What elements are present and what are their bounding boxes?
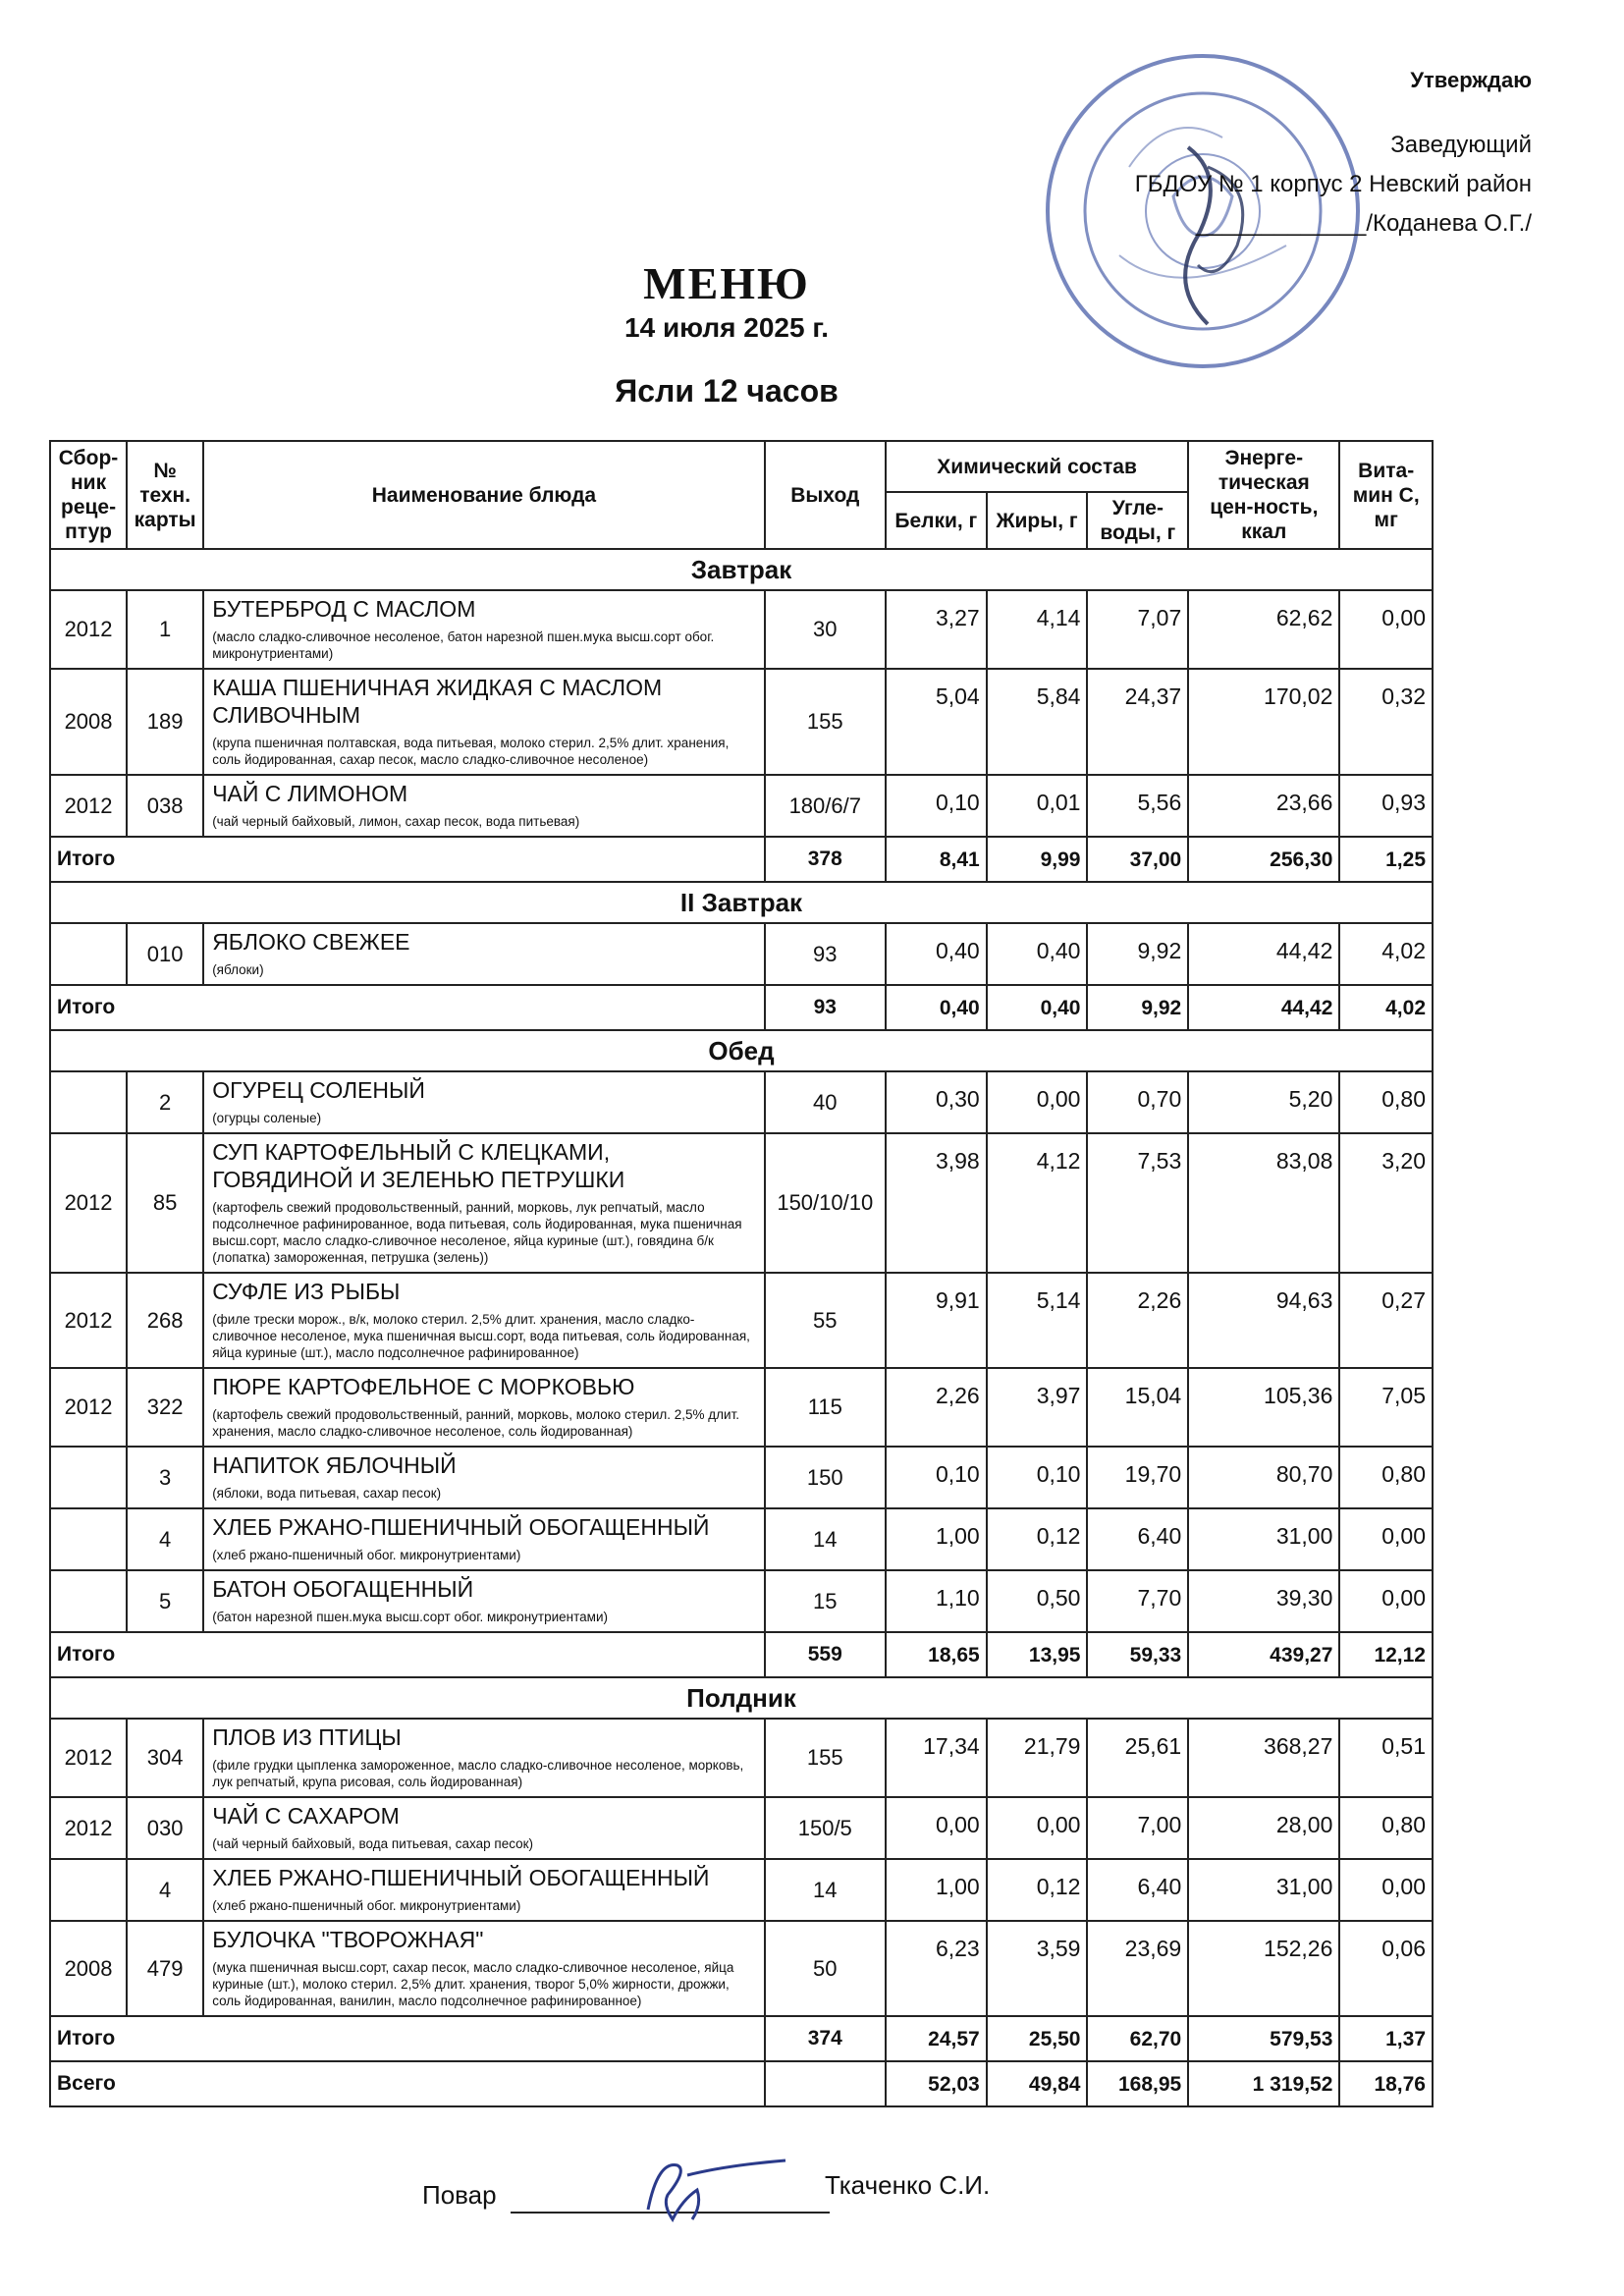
table-row [50, 1071, 1433, 1133]
energy-cell: 44,42 [1188, 923, 1339, 985]
total-vitamin: 1,25 [1339, 837, 1433, 882]
yield-cell: 150/5 [765, 1797, 886, 1859]
energy-cell: 62,62 [1188, 590, 1339, 669]
dish-cell [203, 1447, 764, 1508]
carbs-cell: 15,04 [1087, 1368, 1188, 1447]
dish-name: БУЛОЧКА "ТВОРОЖНАЯ" [212, 1927, 484, 1952]
section-title: Завтрак [50, 549, 1433, 590]
dish-description: (яблоки) [212, 962, 264, 977]
collection-cell [50, 1859, 127, 1921]
section-title: Полдник [50, 1677, 1433, 1719]
cook-label: Повар [422, 2180, 497, 2210]
yield-cell: 15 [765, 1570, 886, 1632]
col-collection: Сбор-ник реце-птур [50, 441, 127, 549]
carbs-cell: 6,40 [1087, 1508, 1188, 1570]
total-vitamin: 4,02 [1339, 985, 1433, 1030]
dish-description: (чай черный байховый, вода питьевая, сахар песок) [212, 1836, 534, 1851]
energy-cell: 170,02 [1188, 669, 1339, 775]
card-cell: 3 [127, 1447, 203, 1508]
vitamin-cell: 0,00 [1339, 1570, 1433, 1632]
total-carbs: 37,00 [1087, 837, 1188, 882]
total-yield: 93 [765, 985, 886, 1030]
total-energy: 44,42 [1188, 985, 1339, 1030]
col-protein: Белки, г [886, 492, 987, 549]
section-header [50, 549, 1433, 590]
collection-cell [50, 1570, 127, 1632]
card-cell: 304 [127, 1719, 203, 1797]
dish-name: ПЛОВ ИЗ ПТИЦЫ [212, 1724, 402, 1750]
collection-cell: 2012 [50, 1797, 127, 1859]
menu-date: 14 июля 2025 г. [624, 312, 829, 343]
yield-cell: 150/10/10 [765, 1133, 886, 1273]
grand-total-label: Всего [50, 2061, 765, 2106]
fat-cell: 3,97 [987, 1368, 1088, 1447]
table-row [50, 1447, 1433, 1508]
energy-cell: 80,70 [1188, 1447, 1339, 1508]
total-protein: 24,57 [886, 2016, 987, 2061]
approval-block [1070, 61, 1532, 244]
grand-total-yield [765, 2061, 886, 2106]
total-fat: 0,40 [987, 985, 1088, 1030]
dish-name: ЯБЛОКО СВЕЖЕЕ [212, 929, 410, 955]
dish-description: (филе трески морож., в/к, молоко стерил. 2,5% длит. хранения, масло сладко-сливочное несоленое, мука пшеничная высш.сорт, вода питьевая, соль йодированная, яйца куриные (шт.), масло подсолнечное рафинированное) [212, 1312, 750, 1360]
col-carbs: Угле-воды, г [1087, 492, 1188, 549]
fat-cell: 4,12 [987, 1133, 1088, 1273]
carbs-cell: 24,37 [1087, 669, 1188, 775]
card-cell: 1 [127, 590, 203, 669]
dish-cell [203, 1508, 764, 1570]
card-cell: 322 [127, 1368, 203, 1447]
yield-cell: 180/6/7 [765, 775, 886, 837]
dish-name: СУП КАРТОФЕЛЬНЫЙ С КЛЕЦКАМИ, ГОВЯДИНОЙ И ЗЕЛЕНЬЮ ПЕТРУШКИ [212, 1139, 625, 1192]
dish-description: (батон нарезной пшен.мука высш.сорт обог. микронутриентами) [212, 1610, 608, 1624]
dish-cell [203, 923, 764, 985]
carbs-cell: 19,70 [1087, 1447, 1188, 1508]
vitamin-cell: 0,27 [1339, 1273, 1433, 1368]
collection-cell [50, 1447, 127, 1508]
yield-cell: 155 [765, 1719, 886, 1797]
carbs-cell: 5,56 [1087, 775, 1188, 837]
dish-name: ПЮРЕ КАРТОФЕЛЬНОЕ С МОРКОВЬЮ [212, 1374, 635, 1399]
col-vitamin: Вита-мин С, мг [1339, 441, 1433, 549]
total-label: Итого [50, 1632, 765, 1677]
yield-cell: 50 [765, 1921, 886, 2016]
protein-cell: 1,00 [886, 1859, 987, 1921]
table-row [50, 590, 1433, 669]
total-yield: 378 [765, 837, 886, 882]
card-cell: 010 [127, 923, 203, 985]
page-title: МЕНЮ [643, 258, 810, 308]
protein-cell: 3,27 [886, 590, 987, 669]
total-row [50, 2016, 1433, 2061]
fat-cell: 0,12 [987, 1859, 1088, 1921]
yield-cell: 40 [765, 1071, 886, 1133]
total-carbs: 9,92 [1087, 985, 1188, 1030]
collection-cell [50, 1508, 127, 1570]
grand-total-row [50, 2061, 1433, 2106]
collection-cell: 2012 [50, 590, 127, 669]
card-cell: 189 [127, 669, 203, 775]
approve-institution: ГБДОУ № 1 корпус 2 Невский район [1134, 171, 1532, 197]
collection-cell: 2008 [50, 1921, 127, 2016]
card-cell: 030 [127, 1797, 203, 1859]
yield-cell: 55 [765, 1273, 886, 1368]
grand-total-protein: 52,03 [886, 2061, 987, 2106]
dish-cell [203, 1921, 764, 2016]
fat-cell: 3,59 [987, 1921, 1088, 2016]
vitamin-cell: 4,02 [1339, 923, 1433, 985]
dish-description: (хлеб ржано-пшеничный обог. микронутриентами) [212, 1898, 521, 1913]
card-cell: 268 [127, 1273, 203, 1368]
dish-cell [203, 1797, 764, 1859]
total-yield: 559 [765, 1632, 886, 1677]
vitamin-cell: 0,80 [1339, 1797, 1433, 1859]
dish-description: (хлеб ржано-пшеничный обог. микронутриентами) [212, 1548, 521, 1562]
energy-cell: 105,36 [1188, 1368, 1339, 1447]
dish-name: ХЛЕБ РЖАНО-ПШЕНИЧНЫЙ ОБОГАЩЕННЫЙ [212, 1514, 710, 1540]
cook-signature-icon [619, 2151, 805, 2224]
dish-description: (чай черный байховый, лимон, сахар песок, вода питьевая) [212, 814, 580, 829]
section-header [50, 1677, 1433, 1719]
card-cell: 4 [127, 1859, 203, 1921]
yield-cell: 150 [765, 1447, 886, 1508]
table-row [50, 1719, 1433, 1797]
total-yield: 374 [765, 2016, 886, 2061]
card-cell: 85 [127, 1133, 203, 1273]
vitamin-cell: 0,80 [1339, 1071, 1433, 1133]
card-cell: 5 [127, 1570, 203, 1632]
vitamin-cell: 0,00 [1339, 590, 1433, 669]
energy-cell: 31,00 [1188, 1859, 1339, 1921]
fat-cell: 0,01 [987, 775, 1088, 837]
total-fat: 13,95 [987, 1632, 1088, 1677]
energy-cell: 5,20 [1188, 1071, 1339, 1133]
collection-cell: 2012 [50, 1273, 127, 1368]
col-dish: Наименование блюда [203, 441, 764, 549]
energy-cell: 83,08 [1188, 1133, 1339, 1273]
carbs-cell: 7,70 [1087, 1570, 1188, 1632]
section-header [50, 882, 1433, 923]
total-fat: 9,99 [987, 837, 1088, 882]
collection-cell: 2012 [50, 1133, 127, 1273]
total-carbs: 59,33 [1087, 1632, 1188, 1677]
yield-cell: 155 [765, 669, 886, 775]
protein-cell: 2,26 [886, 1368, 987, 1447]
total-energy: 579,53 [1188, 2016, 1339, 2061]
energy-cell: 28,00 [1188, 1797, 1339, 1859]
fat-cell: 0,50 [987, 1570, 1088, 1632]
energy-cell: 368,27 [1188, 1719, 1339, 1797]
card-cell: 2 [127, 1071, 203, 1133]
dish-description: (картофель свежий продовольственный, ранний, морковь, лук репчатый, масло подсолнечное рафинированное, вода питьевая, соль йодированная, мука пшеничная высш.сорт, масло сладко-сливочное несоленое, яйца куриные (шт.), говядина б/к (лопатка) замороженная, петрушка (зелень)) [212, 1200, 742, 1265]
section-title: II Завтрак [50, 882, 1433, 923]
energy-cell: 94,63 [1188, 1273, 1339, 1368]
dish-name: ОГУРЕЦ СОЛЕНЫЙ [212, 1077, 425, 1103]
col-chem: Химический состав [886, 441, 1188, 492]
carbs-cell: 7,00 [1087, 1797, 1188, 1859]
fat-cell: 0,00 [987, 1797, 1088, 1859]
card-cell: 4 [127, 1508, 203, 1570]
energy-cell: 39,30 [1188, 1570, 1339, 1632]
total-label: Итого [50, 985, 765, 1030]
carbs-cell: 7,07 [1087, 590, 1188, 669]
cook-name: Ткаченко С.И. [825, 2170, 991, 2200]
vitamin-cell: 7,05 [1339, 1368, 1433, 1447]
carbs-cell: 23,69 [1087, 1921, 1188, 2016]
energy-cell: 152,26 [1188, 1921, 1339, 2016]
dish-name: НАПИТОК ЯБЛОЧНЫЙ [212, 1452, 457, 1478]
table-row [50, 1133, 1433, 1273]
fat-cell: 0,40 [987, 923, 1088, 985]
dish-name: ХЛЕБ РЖАНО-ПШЕНИЧНЫЙ ОБОГАЩЕННЫЙ [212, 1865, 710, 1890]
dish-cell [203, 1133, 764, 1273]
fat-cell: 4,14 [987, 590, 1088, 669]
protein-cell: 17,34 [886, 1719, 987, 1797]
vitamin-cell: 0,32 [1339, 669, 1433, 775]
protein-cell: 1,10 [886, 1570, 987, 1632]
col-fat: Жиры, г [987, 492, 1088, 549]
dish-description: (огурцы соленые) [212, 1111, 322, 1125]
carbs-cell: 0,70 [1087, 1071, 1188, 1133]
protein-cell: 1,00 [886, 1508, 987, 1570]
total-row [50, 837, 1433, 882]
total-energy: 256,30 [1188, 837, 1339, 882]
collection-cell: 2012 [50, 775, 127, 837]
protein-cell: 0,10 [886, 1447, 987, 1508]
section-header [50, 1030, 1433, 1071]
collection-cell: 2008 [50, 669, 127, 775]
collection-cell [50, 1071, 127, 1133]
vitamin-cell: 0,51 [1339, 1719, 1433, 1797]
table-row [50, 1570, 1433, 1632]
menu-group: Ясли 12 часов [615, 373, 839, 409]
dish-description: (крупа пшеничная полтавская, вода питьевая, молоко стерил. 2,5% длит. хранения, соль йодированная, сахар песок, масло сладко-сливочное несоленое) [212, 736, 730, 767]
dish-name: БУТЕРБРОД С МАСЛОМ [212, 596, 476, 622]
footer [422, 2160, 1110, 2239]
dish-cell [203, 669, 764, 775]
table-row [50, 669, 1433, 775]
carbs-cell: 25,61 [1087, 1719, 1188, 1797]
total-fat: 25,50 [987, 2016, 1088, 2061]
yield-cell: 115 [765, 1368, 886, 1447]
vitamin-cell: 0,93 [1339, 775, 1433, 837]
vitamin-cell: 0,00 [1339, 1508, 1433, 1570]
fat-cell: 0,12 [987, 1508, 1088, 1570]
grand-total-fat: 49,84 [987, 2061, 1088, 2106]
table-row [50, 1273, 1433, 1368]
table-row [50, 1859, 1433, 1921]
dish-name: КАША ПШЕНИЧНАЯ ЖИДКАЯ С МАСЛОМ СЛИВОЧНЫМ [212, 675, 663, 728]
dish-name: ЧАЙ С САХАРОМ [212, 1803, 400, 1829]
table-row [50, 1368, 1433, 1447]
dish-cell [203, 590, 764, 669]
dish-cell [203, 1071, 764, 1133]
dish-cell [203, 1368, 764, 1447]
fat-cell: 21,79 [987, 1719, 1088, 1797]
fat-cell: 0,00 [987, 1071, 1088, 1133]
dish-cell [203, 1719, 764, 1797]
total-row [50, 985, 1433, 1030]
table-row [50, 1797, 1433, 1859]
yield-cell: 14 [765, 1859, 886, 1921]
table-row [50, 1508, 1433, 1570]
dish-description: (филе грудки цыпленка замороженное, масло сладко-сливочное несоленое, морковь, лук репчатый, крупа рисовая, соль йодированная) [212, 1758, 744, 1789]
grand-total-vitamin: 18,76 [1339, 2061, 1433, 2106]
dish-name: СУФЛЕ ИЗ РЫБЫ [212, 1279, 401, 1304]
table-row [50, 775, 1433, 837]
dish-name: БАТОН ОБОГАЩЕННЫЙ [212, 1576, 474, 1602]
dish-cell [203, 775, 764, 837]
approve-signatory: _____________/Коданева О.Г./ [1195, 210, 1532, 237]
col-card: № техн. карты [127, 441, 203, 549]
yield-cell: 14 [765, 1508, 886, 1570]
yield-cell: 93 [765, 923, 886, 985]
carbs-cell: 6,40 [1087, 1859, 1188, 1921]
total-vitamin: 1,37 [1339, 2016, 1433, 2061]
dish-description: (масло сладко-сливочное несоленое, батон нарезной пшен.мука высш.сорт обог. микронутриентами) [212, 629, 715, 661]
total-label: Итого [50, 2016, 765, 2061]
energy-cell: 31,00 [1188, 1508, 1339, 1570]
table-row [50, 923, 1433, 985]
total-protein: 0,40 [886, 985, 987, 1030]
col-yield: Выход [765, 441, 886, 549]
protein-cell: 0,00 [886, 1797, 987, 1859]
protein-cell: 0,30 [886, 1071, 987, 1133]
grand-total-energy: 1 319,52 [1188, 2061, 1339, 2106]
collection-cell: 2012 [50, 1719, 127, 1797]
card-cell: 479 [127, 1921, 203, 2016]
dish-cell [203, 1570, 764, 1632]
col-energy: Энерге-тическая цен-ность, ккал [1188, 441, 1339, 549]
total-energy: 439,27 [1188, 1632, 1339, 1677]
total-row [50, 1632, 1433, 1677]
collection-cell [50, 923, 127, 985]
vitamin-cell: 0,00 [1339, 1859, 1433, 1921]
carbs-cell: 2,26 [1087, 1273, 1188, 1368]
protein-cell: 0,40 [886, 923, 987, 985]
dish-description: (мука пшеничная высш.сорт, сахар песок, масло сладко-сливочное несоленое, яйца куриные (шт.), молоко стерил. 2,5% длит. хранения, творог 5,0% жирности, дрожжи, соль йодированная, ванилин, масло подсолнечное рафинированное) [212, 1960, 734, 2008]
table-row [50, 1921, 1433, 2016]
protein-cell: 9,91 [886, 1273, 987, 1368]
total-label: Итого [50, 837, 765, 882]
carbs-cell: 7,53 [1087, 1133, 1188, 1273]
energy-cell: 23,66 [1188, 775, 1339, 837]
dish-cell [203, 1859, 764, 1921]
dish-description: (яблоки, вода питьевая, сахар песок) [212, 1486, 442, 1501]
grand-total-carbs: 168,95 [1087, 2061, 1188, 2106]
protein-cell: 6,23 [886, 1921, 987, 2016]
dish-name: ЧАЙ С ЛИМОНОМ [212, 781, 408, 806]
collection-cell: 2012 [50, 1368, 127, 1447]
total-protein: 18,65 [886, 1632, 987, 1677]
fat-cell: 5,84 [987, 669, 1088, 775]
approve-position: Заведующий [1390, 132, 1532, 158]
carbs-cell: 9,92 [1087, 923, 1188, 985]
vitamin-cell: 3,20 [1339, 1133, 1433, 1273]
fat-cell: 0,10 [987, 1447, 1088, 1508]
card-cell: 038 [127, 775, 203, 837]
dish-cell [203, 1273, 764, 1368]
protein-cell: 0,10 [886, 775, 987, 837]
menu-table [49, 440, 1434, 2107]
total-protein: 8,41 [886, 837, 987, 882]
yield-cell: 30 [765, 590, 886, 669]
total-vitamin: 12,12 [1339, 1632, 1433, 1677]
vitamin-cell: 0,80 [1339, 1447, 1433, 1508]
section-title: Обед [50, 1030, 1433, 1071]
fat-cell: 5,14 [987, 1273, 1088, 1368]
menu-body [50, 549, 1433, 2106]
vitamin-cell: 0,06 [1339, 1921, 1433, 2016]
dish-description: (картофель свежий продовольственный, ранний, морковь, молоко стерил. 2,5% длит. хранения, масло сладко-сливочное несоленое, соль йодированная) [212, 1407, 740, 1439]
approve-label: Утверждаю [1410, 68, 1532, 92]
total-carbs: 62,70 [1087, 2016, 1188, 2061]
protein-cell: 5,04 [886, 669, 987, 775]
protein-cell: 3,98 [886, 1133, 987, 1273]
